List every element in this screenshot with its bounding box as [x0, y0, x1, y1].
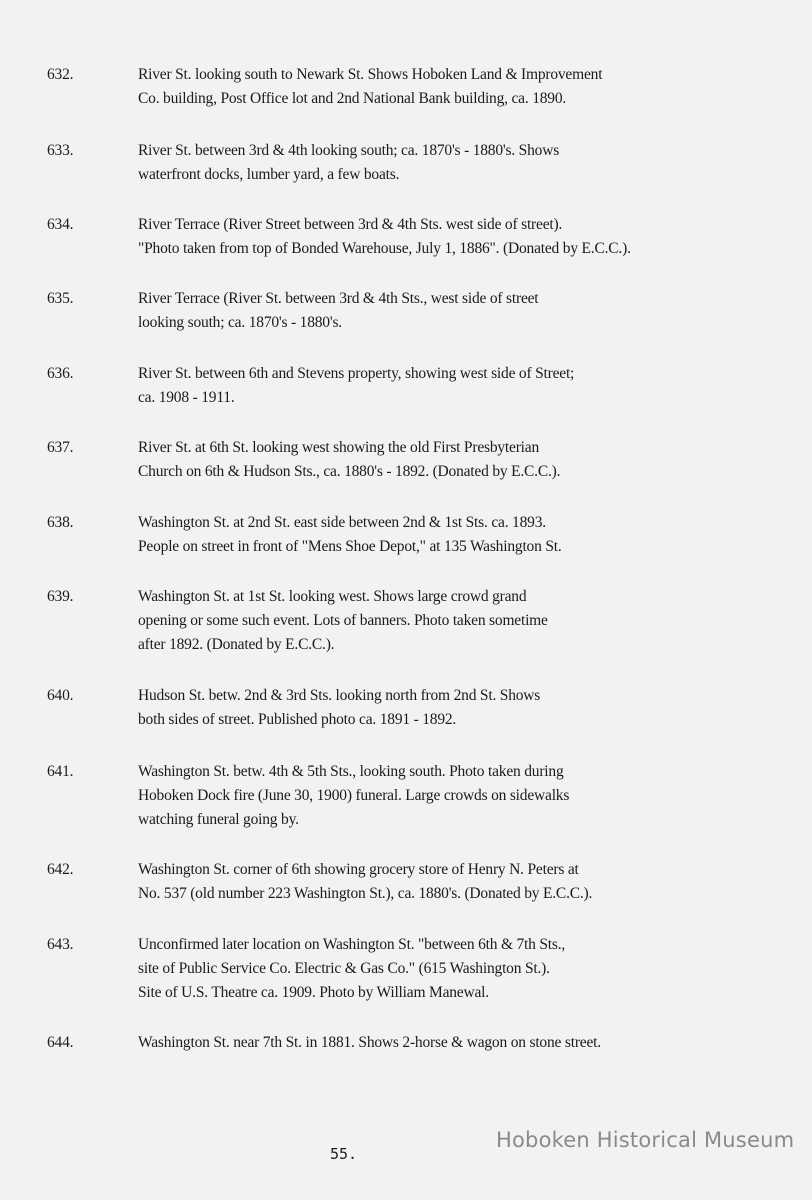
entry-line: Washington St. at 2nd St. east side between 2nd & 1st Sts. ca. 1893.	[138, 514, 546, 531]
entry-description	[138, 436, 778, 484]
entry-line: River St. between 3rd & 4th looking south; ca. 1870's - 1880's. Shows	[138, 142, 560, 159]
entry-line: River Terrace (River Street between 3rd & 4th Sts. west side of street).	[138, 216, 563, 233]
entry-line: waterfront docks, lumber yard, a few boats.	[138, 166, 400, 183]
entry-line: "Photo taken from top of Bonded Warehouse, July 1, 1886". (Donated by E.C.C.).	[138, 240, 631, 257]
entry-line: Washington St. at 1st St. looking west. Shows large crowd grand	[138, 588, 527, 605]
entry-line: Hoboken Dock fire (June 30, 1900) funeral. Large crowds on sidewalks	[138, 787, 570, 804]
entry-line: Unconfirmed later location on Washington St. "between 6th & 7th Sts.,	[138, 936, 566, 953]
entry-description	[138, 63, 778, 111]
entry-number: 637.	[47, 439, 74, 456]
entry-line: River St. between 6th and Stevens property, showing west side of Street;	[138, 365, 575, 382]
entry-description	[138, 933, 778, 1005]
entry-line: ca. 1908 - 1911.	[138, 389, 235, 406]
entry-number: 638.	[47, 514, 74, 531]
entry-description	[138, 511, 778, 559]
entry-description	[138, 139, 778, 187]
entry-line: after 1892. (Donated by E.C.C.).	[138, 636, 335, 653]
entry-description	[138, 585, 778, 657]
entry-description	[138, 287, 778, 335]
entry-line: Hudson St. betw. 2nd & 3rd Sts. looking north from 2nd St. Shows	[138, 687, 541, 704]
entry-number: 641.	[47, 763, 74, 780]
entry-number: 642.	[47, 861, 74, 878]
entry-line: site of Public Service Co. Electric & Gas Co." (615 Washington St.).	[138, 960, 550, 977]
page-number: 55.	[330, 1145, 358, 1163]
entry-line: Washington St. near 7th St. in 1881. Shows 2-horse & wagon on stone street.	[138, 1034, 601, 1051]
entry-number: 643.	[47, 936, 74, 953]
entry-line: River Terrace (River St. between 3rd & 4th Sts., west side of street	[138, 290, 539, 307]
entry-line: watching funeral going by.	[138, 811, 299, 828]
entry-description	[138, 858, 778, 906]
entry-line: looking south; ca. 1870's - 1880's.	[138, 314, 342, 331]
entry-description	[138, 684, 778, 732]
entry-line: both sides of street. Published photo ca. 1891 - 1892.	[138, 711, 457, 728]
entry-number: 635.	[47, 290, 74, 307]
entry-line: People on street in front of "Mens Shoe Depot," at 135 Washington St.	[138, 538, 562, 555]
entry-number: 636.	[47, 365, 74, 382]
entry-number: 644.	[47, 1034, 74, 1051]
entry-description	[138, 213, 778, 261]
entry-line: Washington St. corner of 6th showing grocery store of Henry N. Peters at	[138, 861, 579, 878]
entry-line: River St. at 6th St. looking west showing the old First Presbyterian	[138, 439, 540, 456]
entry-number: 639.	[47, 588, 74, 605]
entry-line: River St. looking south to Newark St. Shows Hoboken Land & Improvement	[138, 66, 603, 83]
entry-number: 634.	[47, 216, 74, 233]
entry-line: Church on 6th & Hudson Sts., ca. 1880's - 1892. (Donated by E.C.C.).	[138, 463, 561, 480]
entry-line: Co. building, Post Office lot and 2nd National Bank building, ca. 1890.	[138, 90, 567, 107]
entry-description	[138, 362, 778, 410]
entry-line: Site of U.S. Theatre ca. 1909. Photo by William Manewal.	[138, 984, 489, 1001]
entry-number: 632.	[47, 66, 74, 83]
entry-line: opening or some such event. Lots of banners. Photo taken sometime	[138, 612, 548, 629]
museum-watermark: Hoboken Historical Museum	[496, 1128, 795, 1152]
entry-number: 640.	[47, 687, 74, 704]
entry-number: 633.	[47, 142, 74, 159]
entry-line: Washington St. betw. 4th & 5th Sts., looking south. Photo taken during	[138, 763, 564, 780]
entry-description	[138, 760, 778, 832]
entry-description	[138, 1031, 778, 1055]
entry-line: No. 537 (old number 223 Washington St.), ca. 1880's. (Donated by E.C.C.).	[138, 885, 593, 902]
